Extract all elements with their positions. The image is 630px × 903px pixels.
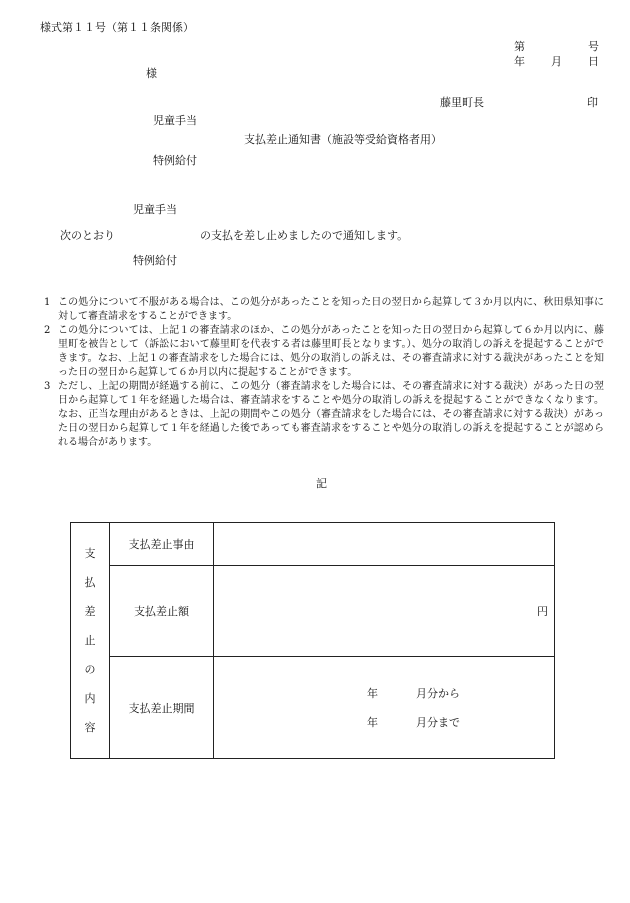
- section-char: 支: [84, 547, 96, 560]
- doc-number-go: 号: [588, 40, 599, 53]
- addressee-suffix: 様: [146, 67, 157, 80]
- notice-item: [44, 380, 604, 450]
- section-char: 払: [84, 576, 96, 589]
- amount-label: 支払差止額: [110, 566, 214, 657]
- section-char: 容: [84, 721, 96, 734]
- title-option-bottom: 特例給付: [153, 154, 197, 167]
- amount-value[interactable]: [214, 566, 555, 657]
- section-char: 内: [84, 692, 96, 705]
- notice-text: この処分については、上記１の審査請求のほか、この処分があったことを知った日の翌日から起算して６か月以内に、藤里町を被告として（訴訟において藤里町を代表する者は藤里町長となります。）、処分の取消しの訴えを提起することができます。なお、上記１の審査請求をした場合には、処分の取消しの訴えは、その審査請求に対する裁決があったことを知った日の翌日から起算して６か月以内に提起することができます。: [58, 325, 604, 378]
- date-month: 月: [551, 55, 562, 68]
- issuer-name: 藤里町長: [440, 96, 484, 109]
- notice-number: 1: [44, 297, 51, 308]
- period-from-month: 月分から: [416, 687, 460, 700]
- notice-list: [44, 296, 604, 450]
- doc-number-dai: 第: [514, 40, 525, 53]
- notice-number: 3: [44, 381, 51, 392]
- yen-unit: 円: [537, 605, 548, 618]
- section-char: 差: [84, 605, 96, 618]
- form-number: 様式第１１号（第１１条関係）: [40, 21, 194, 34]
- date-day: 日: [588, 55, 599, 68]
- notice-item: [44, 296, 604, 324]
- table-row: [71, 566, 555, 657]
- period-to-year: 年: [367, 716, 378, 729]
- body-option-bottom: 特例給付: [133, 254, 177, 267]
- notice-text: この処分について不服がある場合は、この処分があったことを知った日の翌日から起算して３か月以内に、秋田県知事に対して審査請求をすることができます。: [58, 297, 604, 322]
- ki-heading: 記: [316, 477, 327, 490]
- title-option-top: 児童手当: [153, 114, 197, 127]
- section-char: 止: [84, 634, 96, 647]
- period-label: 支払差止期間: [110, 657, 214, 759]
- period-value[interactable]: [214, 657, 555, 759]
- reason-label: 支払差止事由: [110, 523, 214, 566]
- notice-item: [44, 324, 604, 380]
- body-suffix: の支払を差し止めましたので通知します。: [200, 229, 409, 242]
- section-label-vertical: [71, 523, 110, 759]
- body-option-top: 児童手当: [133, 203, 177, 216]
- detail-table: [70, 522, 555, 759]
- section-char: の: [84, 663, 96, 676]
- notice-text: ただし、上記の期間が経過する前に、この処分（審査請求をした場合には、その審査請求に対する裁決）があった日の翌日から起算して１年を経過した場合は、審査請求をすることや処分の取消しの訴えを提起することができなくなります。なお、正当な理由があるときは、上記の期間やこの処分（審査請求をした場合には、その審査請求に対する裁決）があった日の翌日から起算して１年を経過した後であっても審査請求をすることや処分の取消しの訴えを提起することが認められる場合があります。: [58, 381, 604, 448]
- period-from-year: 年: [367, 687, 378, 700]
- period-to-month: 月分まで: [416, 716, 460, 729]
- table-row: [71, 523, 555, 566]
- issuer-seal: 印: [587, 96, 598, 109]
- document-title: 支払差止通知書（施設等受給資格者用）: [244, 133, 442, 146]
- notice-number: 2: [44, 325, 51, 336]
- body-prefix: 次のとおり: [60, 229, 115, 242]
- table-row: [71, 657, 555, 759]
- date-year: 年: [514, 55, 525, 68]
- reason-value[interactable]: [214, 523, 555, 566]
